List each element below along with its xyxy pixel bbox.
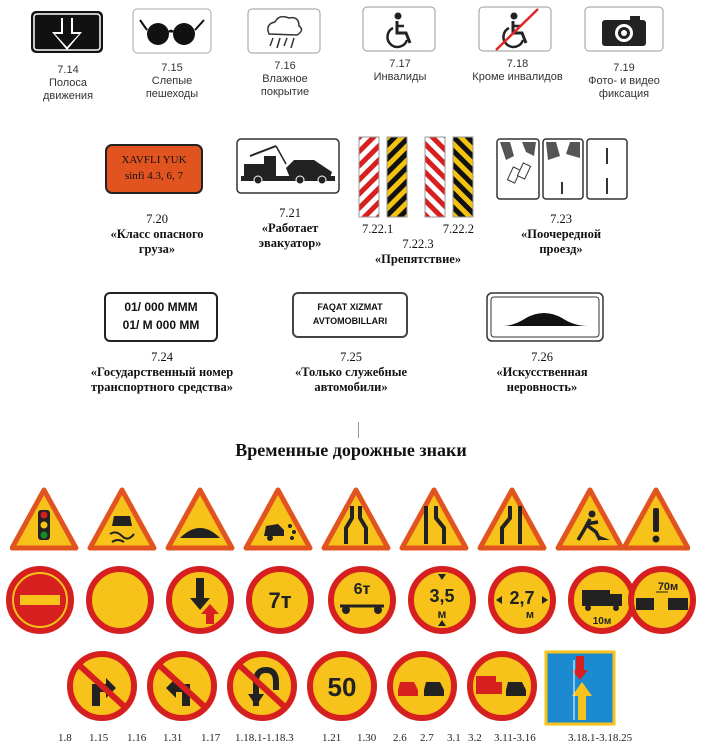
bottom-labels bbox=[0, 732, 702, 750]
no-overtaking-sign bbox=[390, 654, 454, 718]
caption-7-17 bbox=[350, 58, 450, 84]
caption-number: 7.20 bbox=[146, 212, 168, 226]
section-heading: Временные дорожные знаки bbox=[235, 440, 467, 460]
sign-7-14 bbox=[30, 10, 104, 54]
caption-7-23 bbox=[500, 212, 622, 257]
caption-number: 7.19 bbox=[613, 62, 635, 74]
divider-line bbox=[358, 422, 359, 438]
gravel-sign bbox=[246, 490, 310, 548]
lane-direction-sign bbox=[546, 652, 614, 724]
label-3-11-3-16: 3.11-3.16 bbox=[494, 732, 536, 744]
caption-number: 7.14 bbox=[57, 64, 79, 76]
sign-7-20-line2: sinfi 4.3, 6, 7 bbox=[124, 170, 184, 182]
label-1-8: 1.8 bbox=[58, 732, 72, 744]
caption-text: «Работает эвакуатор» bbox=[258, 221, 322, 250]
no-straight-sign bbox=[169, 569, 231, 631]
caption-text: Слепые пешеходы bbox=[145, 75, 199, 100]
min-distance-sign bbox=[631, 569, 693, 631]
caption-7-14 bbox=[20, 64, 116, 103]
sign-7-26 bbox=[486, 292, 604, 342]
height-limit-sign bbox=[411, 569, 473, 631]
sign-7-16 bbox=[247, 8, 321, 54]
min-distance-text: 70м bbox=[657, 581, 679, 593]
label-1-21: 1.21 bbox=[322, 732, 342, 744]
width-limit-unit: м bbox=[525, 609, 535, 621]
no-entry-sign bbox=[9, 569, 71, 631]
length-limit-sign bbox=[571, 569, 633, 631]
length-limit-text: 10м bbox=[592, 616, 612, 627]
caption-number-7-22-3: 7.22.3 bbox=[402, 237, 434, 251]
sign-7-20 bbox=[105, 144, 203, 194]
caption-7-21 bbox=[236, 206, 344, 251]
sign-7-19 bbox=[584, 6, 664, 52]
sign-7-20-line1: XAVFLI YUK bbox=[121, 154, 187, 166]
caption-number: 7.25 bbox=[340, 350, 362, 364]
caption-text: «Поочередной проезд» bbox=[520, 227, 602, 256]
caption-7-22 bbox=[350, 222, 486, 267]
caption-number: 7.16 bbox=[274, 60, 296, 72]
sign-7-25-line1: FAQAT XIZMAT bbox=[317, 302, 383, 312]
weight-limit-text: 7т bbox=[268, 588, 292, 613]
road-narrows-both-sign bbox=[324, 490, 388, 548]
label-3-1: 3.1 bbox=[447, 732, 461, 744]
sign-7-25-line2: AVTOMOBILLARI bbox=[312, 316, 388, 326]
sign-7-25 bbox=[292, 292, 408, 338]
label-2-6: 2.6 bbox=[393, 732, 407, 744]
weight-limit-sign bbox=[249, 569, 311, 631]
caption-7-19 bbox=[572, 62, 676, 101]
road-narrows-right-sign bbox=[402, 490, 466, 548]
speed-limit-sign bbox=[310, 654, 374, 718]
caption-7-24 bbox=[70, 350, 254, 395]
speed-limit-text: 50 bbox=[327, 672, 357, 702]
caption-text: «Класс опасного груза» bbox=[110, 227, 204, 256]
no-right-turn-sign bbox=[70, 654, 134, 718]
width-limit-sign bbox=[491, 569, 553, 631]
label-3-2: 3.2 bbox=[468, 732, 482, 744]
caption-text: «Только служебные автомобили» bbox=[295, 365, 407, 394]
sign-7-18 bbox=[478, 6, 552, 52]
label-3-18: 3.18.1-3.18.25 bbox=[568, 732, 633, 744]
no-truck-overtaking-sign bbox=[470, 654, 534, 718]
caption-7-18 bbox=[460, 58, 575, 84]
sign-7-24-plate1: 01/ 000 MMM bbox=[124, 300, 198, 314]
road-narrows-left-sign bbox=[480, 490, 544, 548]
height-limit-unit: м bbox=[437, 607, 447, 621]
temporary-signs-row-3 bbox=[66, 650, 626, 735]
caption-text: «Искусственная неровность» bbox=[496, 365, 588, 394]
caption-7-20 bbox=[92, 212, 222, 257]
caption-number: 7.17 bbox=[389, 58, 411, 70]
sign-7-23 bbox=[496, 138, 628, 202]
slippery-road-sign bbox=[90, 490, 154, 548]
caption-number-7-22-1: 7.22.1 bbox=[362, 222, 394, 236]
caption-text: «Государственный номер транспортного средства» bbox=[90, 365, 234, 394]
height-limit-value: 3,5 bbox=[429, 586, 455, 606]
label-1-30: 1.30 bbox=[357, 732, 377, 744]
temporary-prohibitory-signs-row bbox=[6, 566, 696, 643]
caption-text: «Препятствие» bbox=[374, 252, 462, 266]
caption-7-25 bbox=[272, 350, 430, 395]
caption-numbers bbox=[350, 222, 486, 237]
no-vehicles-sign bbox=[89, 569, 151, 631]
label-1-18: 1.18.1-1.18.3 bbox=[235, 732, 294, 744]
label-1-16: 1.16 bbox=[127, 732, 147, 744]
caption-text: Кроме инвалидов bbox=[472, 71, 563, 83]
sign-7-24 bbox=[104, 292, 218, 342]
caption-text: Полоса движения bbox=[42, 77, 94, 102]
sign-7-21 bbox=[236, 138, 340, 194]
axle-load-text: 6т bbox=[353, 581, 371, 598]
caption-7-26 bbox=[478, 350, 606, 395]
sign-7-17 bbox=[362, 6, 436, 52]
caption-number: 7.24 bbox=[151, 350, 173, 364]
caption-7-16 bbox=[235, 60, 335, 99]
sign-7-24-plate2: 01/ M 000 MM bbox=[122, 318, 200, 332]
label-1-17: 1.17 bbox=[201, 732, 221, 744]
caption-number: 7.15 bbox=[161, 62, 183, 74]
no-u-turn-sign bbox=[230, 654, 294, 718]
caption-number: 7.26 bbox=[531, 350, 553, 364]
road-works-sign bbox=[558, 490, 622, 548]
no-left-turn-sign bbox=[150, 654, 214, 718]
temporary-warning-signs-row bbox=[10, 486, 690, 561]
caption-7-15 bbox=[122, 62, 222, 101]
sign-7-15 bbox=[132, 8, 212, 54]
caption-number: 7.21 bbox=[279, 206, 301, 220]
caption-text: Влажное покрытие bbox=[260, 73, 310, 98]
label-1-15: 1.15 bbox=[89, 732, 109, 744]
sign-7-22 bbox=[357, 136, 477, 218]
speed-bump-sign bbox=[168, 490, 232, 548]
axle-load-sign bbox=[331, 569, 393, 631]
caption-text: Фото- и видео фиксация bbox=[588, 75, 660, 100]
other-danger-sign bbox=[624, 490, 688, 548]
label-2-7: 2.7 bbox=[420, 732, 434, 744]
caption-number: 7.18 bbox=[506, 58, 529, 70]
caption-number: 7.23 bbox=[550, 212, 572, 226]
label-1-31: 1.31 bbox=[163, 732, 183, 744]
traffic-light-sign bbox=[12, 490, 76, 548]
caption-number-7-22-2: 7.22.2 bbox=[442, 222, 474, 236]
width-limit-value: 2,7 bbox=[509, 588, 535, 608]
caption-text: Инвалиды bbox=[373, 71, 427, 83]
